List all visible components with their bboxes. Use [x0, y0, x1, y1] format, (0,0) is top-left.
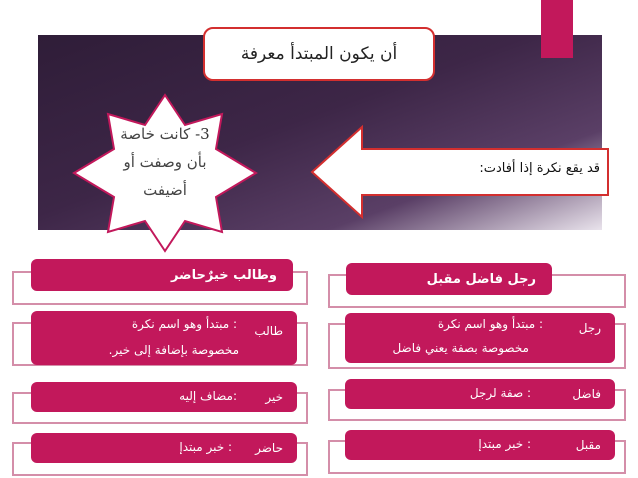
- left-row-1-desc-1: : مبتدأ وهو اسم نكرة: [131, 317, 237, 331]
- left-row-1-pill: [31, 311, 297, 365]
- right-row-3-pill: [345, 430, 615, 460]
- right-header-pill: [346, 263, 552, 295]
- right-row-2-term: فاضل: [572, 387, 601, 401]
- right-header-text: رجل فاضل مقبل: [426, 271, 536, 287]
- right-row-1-term: رجل: [578, 321, 601, 335]
- star-line-1-text: كانت خاصة: [120, 125, 191, 143]
- slide-title-box: [203, 27, 435, 81]
- left-row-2-term: خير: [265, 390, 283, 404]
- left-row-1-desc-2: مخصوصة بإضافة إلى خير.: [108, 343, 239, 357]
- left-row-3-desc: : خبر مبتدإ: [179, 440, 232, 454]
- arrow-text: قد يقع نكرة إذا أفادت:: [479, 161, 600, 176]
- corner-accent-tab: [541, 0, 573, 58]
- star-line-2: بأن وصفت أو: [123, 153, 207, 171]
- star-line-1: [104, 120, 226, 148]
- arrow-callout: [310, 125, 612, 220]
- right-row-1-desc-1: : مبتدأ وهو اسم نكرة: [437, 317, 543, 331]
- left-row-2-desc: :مضاف إليه: [179, 389, 237, 403]
- right-row-3-term: مقبل: [575, 438, 601, 452]
- left-row-3-pill: [31, 433, 297, 463]
- right-row-1-pill: [345, 313, 615, 363]
- left-header-pill: [31, 259, 293, 291]
- right-row-1-desc-2: مخصوصة بصفة يعني فاضل: [392, 341, 529, 355]
- left-row-2-pill: [31, 382, 297, 412]
- star-number: 3-: [195, 125, 210, 143]
- right-row-2-desc: : صفة لرجل: [469, 386, 531, 400]
- left-row-1-term: طالب: [254, 324, 283, 338]
- slide-title: أن يكون المبتدأ معرفة: [240, 44, 398, 64]
- right-row-3-desc: : خبر مبتدإ: [478, 437, 531, 451]
- left-row-3-term: حاضر: [255, 441, 283, 455]
- star-line-3: أضيفت: [143, 181, 187, 199]
- star-text: [104, 120, 226, 204]
- star-callout: [70, 92, 260, 254]
- right-row-2-pill: [345, 379, 615, 409]
- left-header-text: وطالب خيرٌحاضر: [170, 267, 277, 283]
